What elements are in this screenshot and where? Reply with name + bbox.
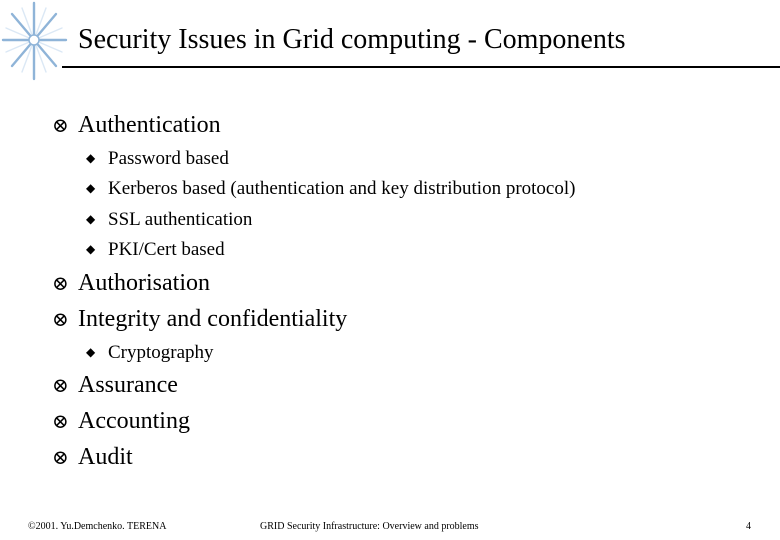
footer-copyright: ©2001. Yu.Demchenko. TERENA — [28, 521, 167, 532]
subitem-label: Password based — [108, 148, 229, 169]
bullet-authorisation — [52, 268, 210, 299]
footer-center-text: GRID Security Infrastructure: Overview and problems — [260, 521, 479, 532]
circle-bullet-icon: ⊗ — [52, 375, 69, 397]
circle-bullet-icon: ⊗ — [52, 411, 69, 433]
bullet-authentication — [52, 110, 221, 141]
subitem-label: Cryptography — [108, 342, 214, 363]
bullet-label: Assurance — [78, 372, 178, 398]
circle-bullet-icon: ⊗ — [52, 447, 69, 469]
subitem-cryptography — [86, 340, 214, 365]
bullet-label: Accounting — [78, 408, 190, 434]
circle-bullet-icon: ⊗ — [52, 309, 69, 331]
bullet-assurance — [52, 370, 178, 401]
diamond-bullet-icon: ◆ — [86, 242, 96, 256]
bullet-label: Integrity and confidentiality — [78, 306, 348, 332]
circle-bullet-icon: ⊗ — [52, 273, 69, 295]
subitem-pki — [86, 237, 225, 262]
diamond-bullet-icon: ◆ — [86, 212, 96, 226]
diamond-bullet-icon: ◆ — [86, 151, 96, 165]
subitem-label: PKI/Cert based — [108, 239, 225, 260]
bullet-label: Audit — [78, 444, 133, 470]
title-underline — [62, 66, 780, 68]
subitem-label: Kerberos based (authentication and key distribution protocol) — [108, 178, 576, 199]
subitem-password — [86, 146, 229, 171]
subitem-ssl — [86, 207, 252, 232]
bullet-audit — [52, 442, 133, 473]
bullet-label: Authorisation — [78, 270, 210, 296]
page-number: 4 — [746, 521, 751, 532]
bullet-integrity — [52, 304, 347, 335]
subitem-label: SSL authentication — [108, 209, 253, 230]
starburst-logo-icon — [0, 0, 84, 84]
subitem-kerberos — [86, 176, 575, 201]
slide-title: Security Issues in Grid computing - Components — [78, 24, 626, 55]
bullet-accounting — [52, 406, 190, 437]
diamond-bullet-icon: ◆ — [86, 345, 96, 359]
circle-bullet-icon: ⊗ — [52, 115, 69, 137]
diamond-bullet-icon: ◆ — [86, 181, 96, 195]
bullet-label: Authentication — [78, 112, 221, 138]
